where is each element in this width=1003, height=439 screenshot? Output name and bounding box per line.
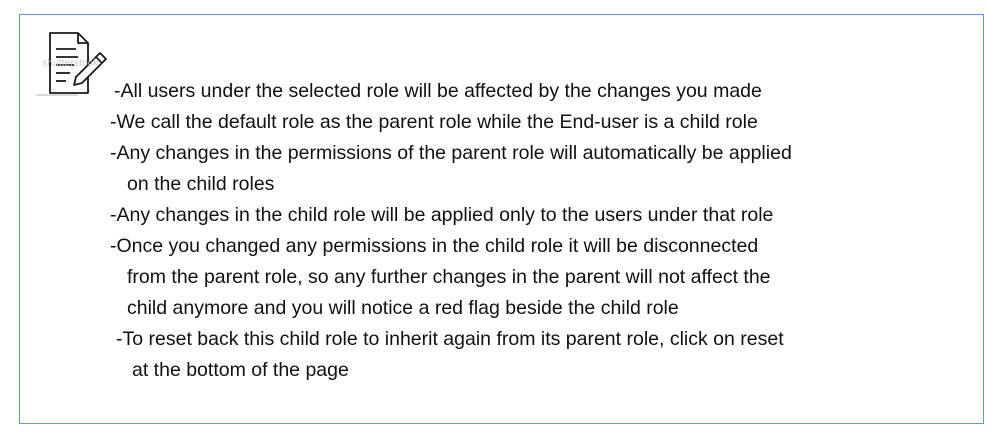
note-box [19, 14, 984, 424]
note-text [20, 15, 983, 423]
note-line: -All users under the selected role will be affected by the changes you made [114, 80, 762, 102]
note-line: at the bottom of the page [132, 359, 349, 381]
note-line: -We call the default role as the parent role while the End-user is a child role [110, 111, 758, 133]
note-line: from the parent role, so any further changes in the parent will not affect the [127, 266, 771, 288]
note-line: child anymore and you will notice a red flag beside the child role [127, 297, 679, 319]
note-line: -Any changes in the child role will be applied only to the users under that role [110, 204, 774, 226]
note-line: on the child roles [127, 173, 275, 195]
note-line: -Any changes in the permissions of the parent role will automatically be applied [110, 142, 792, 164]
watermark-text: shutterstock [42, 58, 99, 69]
note-line: -To reset back this child role to inherit again from its parent role, click on reset [116, 328, 784, 350]
note-line: -Once you changed any permissions in the child role it will be disconnected [110, 235, 759, 257]
